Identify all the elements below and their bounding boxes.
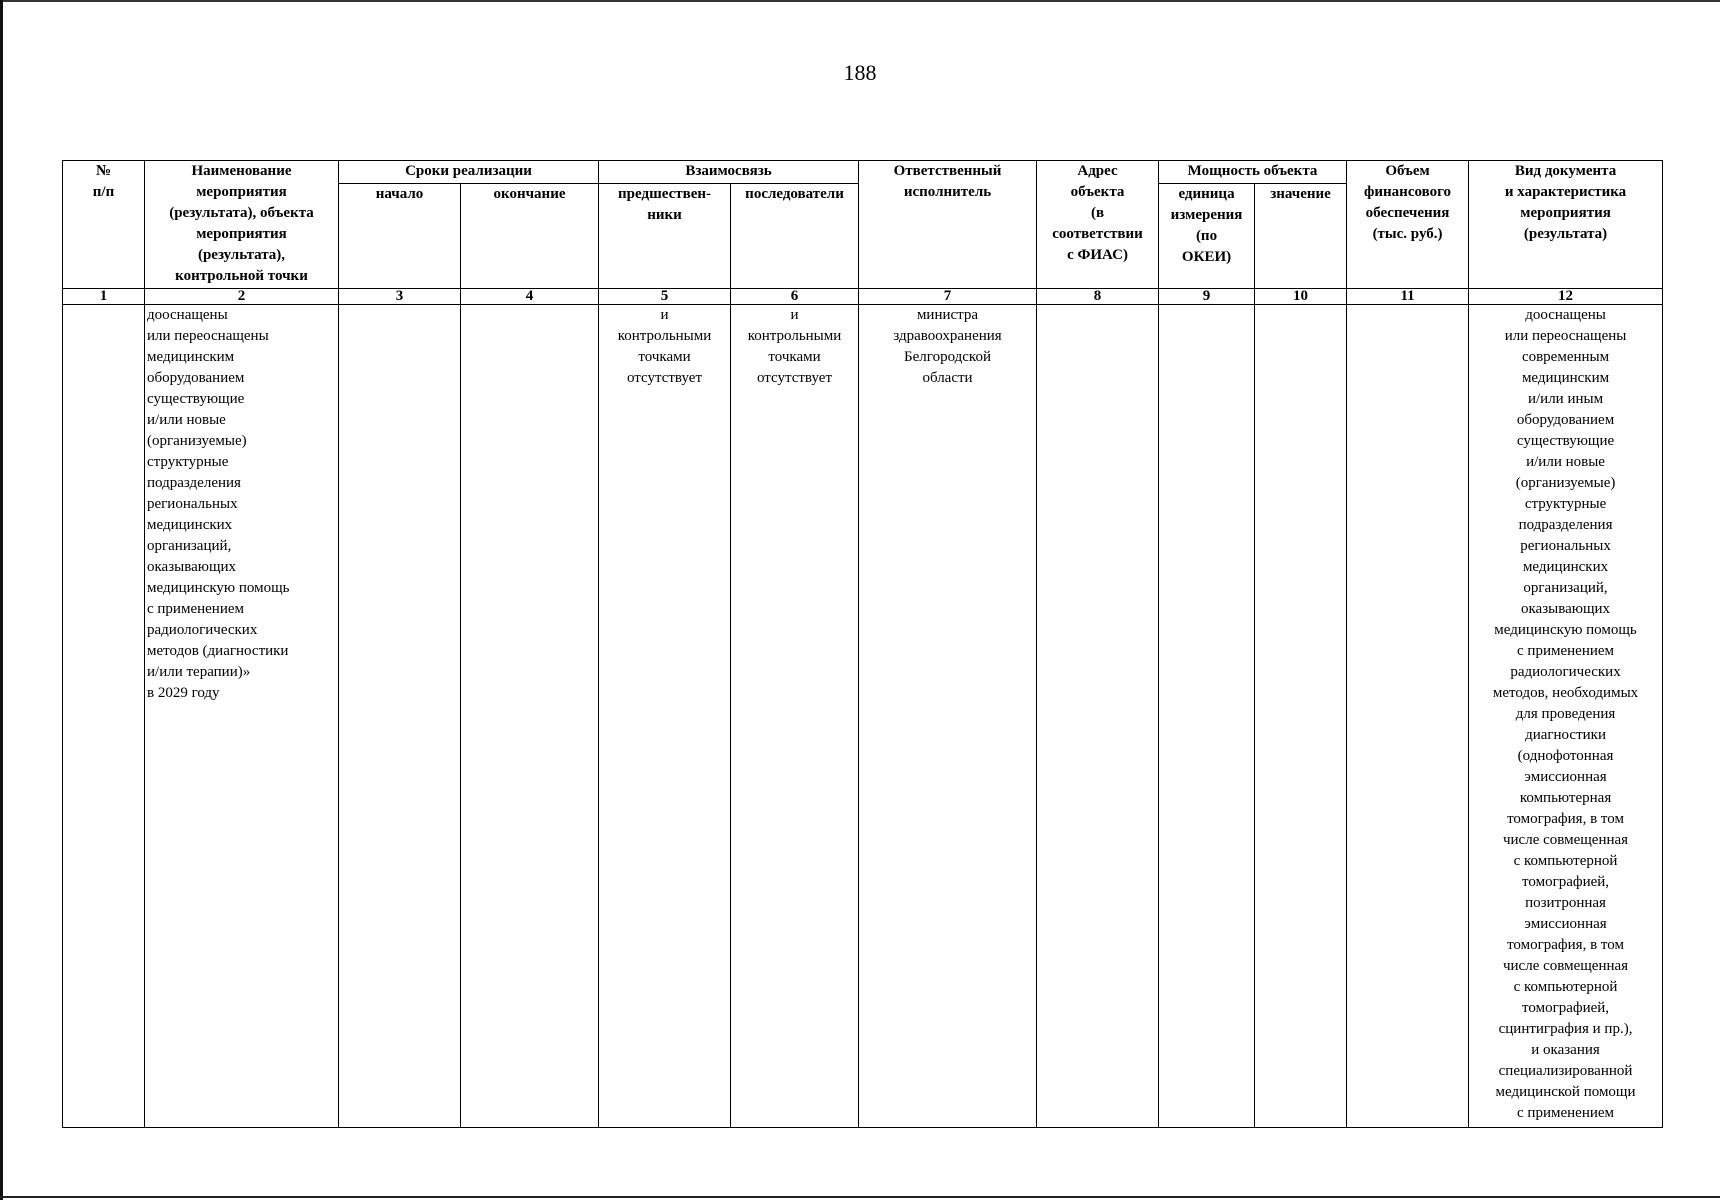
column-number: 3: [339, 289, 461, 305]
column-number: 9: [1159, 289, 1255, 305]
page-number: 188: [843, 60, 877, 85]
header-row-1: [63, 161, 1663, 184]
header-num: № п/п: [63, 161, 145, 289]
header-successors: последователи: [731, 184, 859, 289]
activities-table: [62, 160, 1663, 1128]
header-start: начало: [339, 184, 461, 289]
header-unit: единица измерения (по ОКЕИ): [1159, 184, 1255, 289]
cell-predecessors: и контрольными точками отсутствует: [599, 305, 731, 1128]
column-number: 12: [1469, 289, 1663, 305]
header-finance: Объем финансового обеспечения (тыс. руб.): [1347, 161, 1469, 289]
cell-successors: и контрольными точками отсутствует: [731, 305, 859, 1128]
column-number: 11: [1347, 289, 1469, 305]
column-number: 10: [1255, 289, 1347, 305]
cell-name: дооснащены или переоснащены медицинским оборудованием существующие и/или новые (организуемые) структурные подразделения региональных медицинских организаций, оказывающих медицинскую помощь с применением радиологических методов (диагностики и/или терапии)» в 2029 году: [145, 305, 339, 1128]
page-edge-top: [0, 0, 1720, 2]
header-address: Адрес объекта (в соответствии с ФИАС): [1037, 161, 1159, 289]
cell-doc-type: дооснащены или переоснащены современным медицинским и/или иным оборудованием существующие и/или новые (организуемые) структурные подразделения региональных медицинских организаций, оказывающих медицинскую помощь с применением радиологических методов, необходимых для проведения диагностики (однофотонная эмиссионная компьютерная томография, в том числе совмещенная с компьютерной томографией, позитронная эмиссионная томография, в том числе совмещенная с компьютерной томографией, сцинтиграфия и пр.), и оказания специализированной медицинской помощи с применением: [1469, 305, 1663, 1128]
cell-unit: [1159, 305, 1255, 1128]
column-number: 7: [859, 289, 1037, 305]
column-number: 2: [145, 289, 339, 305]
page-edge-left: [0, 0, 3, 1200]
cell-value: [1255, 305, 1347, 1128]
header-predecessors: предшествен- ники: [599, 184, 731, 289]
header-relation: Взаимосвязь: [599, 161, 859, 184]
cell-finance: [1347, 305, 1469, 1128]
column-number: 8: [1037, 289, 1159, 305]
header-terms: Сроки реализации: [339, 161, 599, 184]
header-value: значение: [1255, 184, 1347, 289]
cell-responsible: министра здравоохранения Белгородской области: [859, 305, 1037, 1128]
column-numbers-row: [63, 289, 1663, 305]
header-name: Наименование мероприятия (результата), объекта мероприятия (результата), контрольной точки: [145, 161, 339, 289]
header-doc-type: Вид документа и характеристика мероприятия (результата): [1469, 161, 1663, 289]
cell-start: [339, 305, 461, 1128]
cell-num: [63, 305, 145, 1128]
table-row: [63, 305, 1663, 1128]
cell-end: [461, 305, 599, 1128]
column-number: 4: [461, 289, 599, 305]
cell-address: [1037, 305, 1159, 1128]
header-capacity: Мощность объекта: [1159, 161, 1347, 184]
header-end: окончание: [461, 184, 599, 289]
header-responsible: Ответственный исполнитель: [859, 161, 1037, 289]
column-number: 6: [731, 289, 859, 305]
column-number: 1: [63, 289, 145, 305]
column-number: 5: [599, 289, 731, 305]
scan-line-bottom: [0, 1196, 1720, 1198]
